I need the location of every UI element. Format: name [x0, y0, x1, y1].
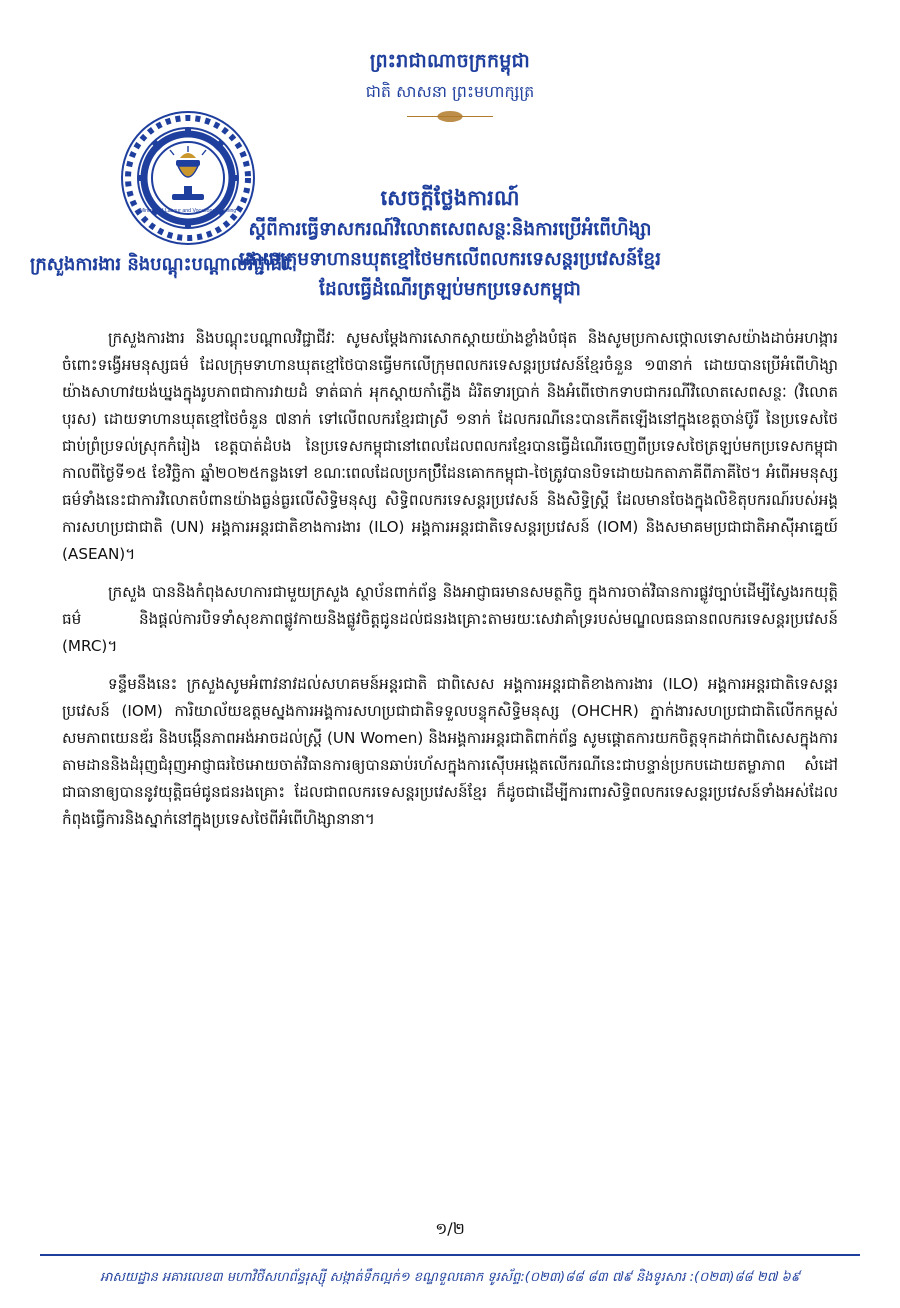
svg-text:Ministry of Labour and Vocatio: Ministry of Labour and Vocational Training [139, 208, 237, 214]
footer-divider [40, 1254, 860, 1256]
body-paragraph: ក្រសួង បាននិងកំពុងសហការជាមួយក្រសួង ស្ថាប័នពាក់ព័ន្ធ និងអាជ្ញាធរមានសមត្ថកិច្ច ក្នុងការចាត់វិធានការផ្លូវច្បាប់ដើម្បីស្វែងរកយុត្តិធម៌ និងផ្តល់ការបិទទាំសុខភាពផ្លូវកាយនិងផ្លូវចិត្តជូនដល់ជនរងគ្រោះតាមរយៈសេវាគាំទ្ររបស់មណ្ឌលធនធានពលករទេសន្តរប្រវេសន៍ (MRC)។ [62, 583, 838, 656]
ministry-name: ក្រសួងការងារ និងបណ្តុះបណ្តាលវិជ្ជាជីវៈ [30, 254, 294, 275]
document-body [62, 325, 838, 834]
title-line-4: ដែលធ្វើដំណើរត្រឡប់មកប្រទេសកម្ពុជា [319, 278, 581, 300]
body-paragraph: ក្រសួងការងារ និងបណ្តុះបណ្តាលវិជ្ជាជីវៈ សូមសម្តែងការសោកស្តាយយ៉ាងខ្លាំងបំផុត និងសូមប្រកាសថ្កោលទោសយ៉ាងដាច់អហង្ការចំពោះទង្វើអមនុស្សធម៌ ដែលក្រុមទាហានឃុតខ្មៅថៃបានធ្វើមកលើក្រុមពលករទេសន្តរប្រវេសន៍ខ្មែរចំនួន ១៣នាក់ ដោយបានប្រើអំពើហិង្សាយ៉ាងសាហាវយង់ឃ្នងក្នុងរូបភាពជាការវាយដំ ទាត់ធាក់ អុកស្តាយកាំភ្លើង ដំរិតទារប្រាក់ និងអំពើថោកទាបជាករណីវិលោតសេពសន្ថៈ (វិលោតបុរស) ដោយទាហានឃុតខ្មៅថៃចំនួន ៧នាក់ ទៅលើពលករខ្មែរជាស្រី ១នាក់ ដែលករណីនេះបានកើតឡើងនៅក្នុងខេត្តចាន់ប៊ូរី នៃប្រទេសថៃ ជាប់ព្រំប្រទល់ស្រុកកំរៀង ខេត្តបាត់ដំបង នៃប្រទេសកម្ពុជានៅពេលដែលពលករខ្មែរបានធ្វើដំណើរចេញពីប្រទេសថៃត្រឡប់មកប្រទេសកម្ពុជា កាលពីថ្ងៃទី១៥ ខែវិច្ឆិកា ឆ្នាំ២០២៥កន្លងទៅ ខណៈពេលដែលប្រកប្រឹំដែនគោកកម្ពុជា-ថៃត្រូវបានបិទដោយឯកតាភាគីពីភាគីថៃ។ អំពើអមនុស្សធម៌ទាំងនេះជាការវិលោតបំពានយ៉ាងធ្ងន់ធ្ងរលើសិទ្ធិមនុស្ស សិទ្ធិពលករទេសន្តរប្រវេសន៍ និងសិទ្ធិស្ត្រី ដែលមានចែងក្នុងលិខិតុបករណ៍របស់អង្គការសហប្រជាជាតិ (UN) អង្គការអន្តរជាតិខាងការងារ (ILO) អង្គការអន្តរជាតិទេសន្តរប្រវេសន៍ (IOM) និងសមាគមប្រជាជាតិអាស៊ីអាគ្នេយ៍ (ASEAN)។ [62, 328, 838, 564]
kingdom-title: ព្រះរាជាណាចក្រកម្ពុជា [369, 50, 531, 72]
footer-address: អាសយដ្ឋាន អគារលេខ៣ មហាវិថីសហព័ន្ធរុស្ស៊ី សង្កាត់ទឹកល្អក់១ ខណ្ឌទួលគោក ទូរស័ព្ទ:(០២៣)៨៨ ៨៣ ៧៩ និងទូរសារ :(០២៣)៨៨ ២៧ ៦៩ [100, 1270, 800, 1285]
national-motto: ជាតិ សាសនា ព្រះមហាក្សត្រ [365, 81, 535, 101]
document-header [62, 0, 838, 124]
body-paragraph: ទន្ទឹមនឹងនេះ ក្រសួងសូមអំពាវនាវដល់សហគមន៍អន្តរជាតិ ជាពិសេស អង្គការអន្តរជាតិខាងការងារ (ILO) អង្គការអន្តរជាតិទេសន្តរប្រវេសន៍ (IOM) ការិយាល័យឧត្តមស្នងការអង្គការសហប្រជាជាតិទទួលបន្ទុកសិទ្ធិមនុស្ស (OHCHR) ភ្នាក់ងារសហប្រជាជាតិលើកកម្ពស់សមភាពយេនឌ័រ និងបង្កើនភាពអង់អាចដល់ស្ត្រី (UN Women) និងអង្គការអន្តរជាតិពាក់ព័ន្ធ សូមផ្តោតការយកចិត្តទុកដាក់ជាពិសេសក្នុងការតាមដាននិងដំរុញជំរុញអាជ្ញាធរថៃអោយចាត់វិធានការឲ្យបានឆាប់រហ័សក្នុងការស៊ើបអង្កេតលើករណីនេះជាបន្ទាន់ប្រកបដោយតម្លាភាព សំដៅជាធានាឲ្យបាននូវយុត្តិធម៌ជូនជនរងគ្រោះ ដែលជាពលករទេសន្តរប្រវេសន៍ខ្មែរ ក៏ដូចជាដើម្បីការពារសិទ្ធិពលករទេសន្តរប្រវេសន៍ទាំងអស់ដែលកំពុងធ្វើការនិងស្នាក់នៅក្នុងប្រទេសថៃពីអំពើហិង្សានានា។ [62, 675, 838, 829]
ornament-divider-icon [407, 110, 493, 124]
title-line-3: ដោយក្រុមទាហានឃុតខ្មៅថៃមកលើពលករទេសន្តរប្រវេសន៍ខ្មែរ [238, 248, 662, 270]
title-line-1: សេចក្តីថ្លែងការណ៍ [380, 186, 520, 211]
ministry-emblem-icon [118, 108, 258, 248]
page-number: ១/២ [435, 1219, 465, 1238]
title-line-2: ស្តីពីការធ្វើទាសករណ៍វិលោតសេពសន្ថៈនិងការប្រើអំពើហិង្សា [248, 218, 652, 240]
